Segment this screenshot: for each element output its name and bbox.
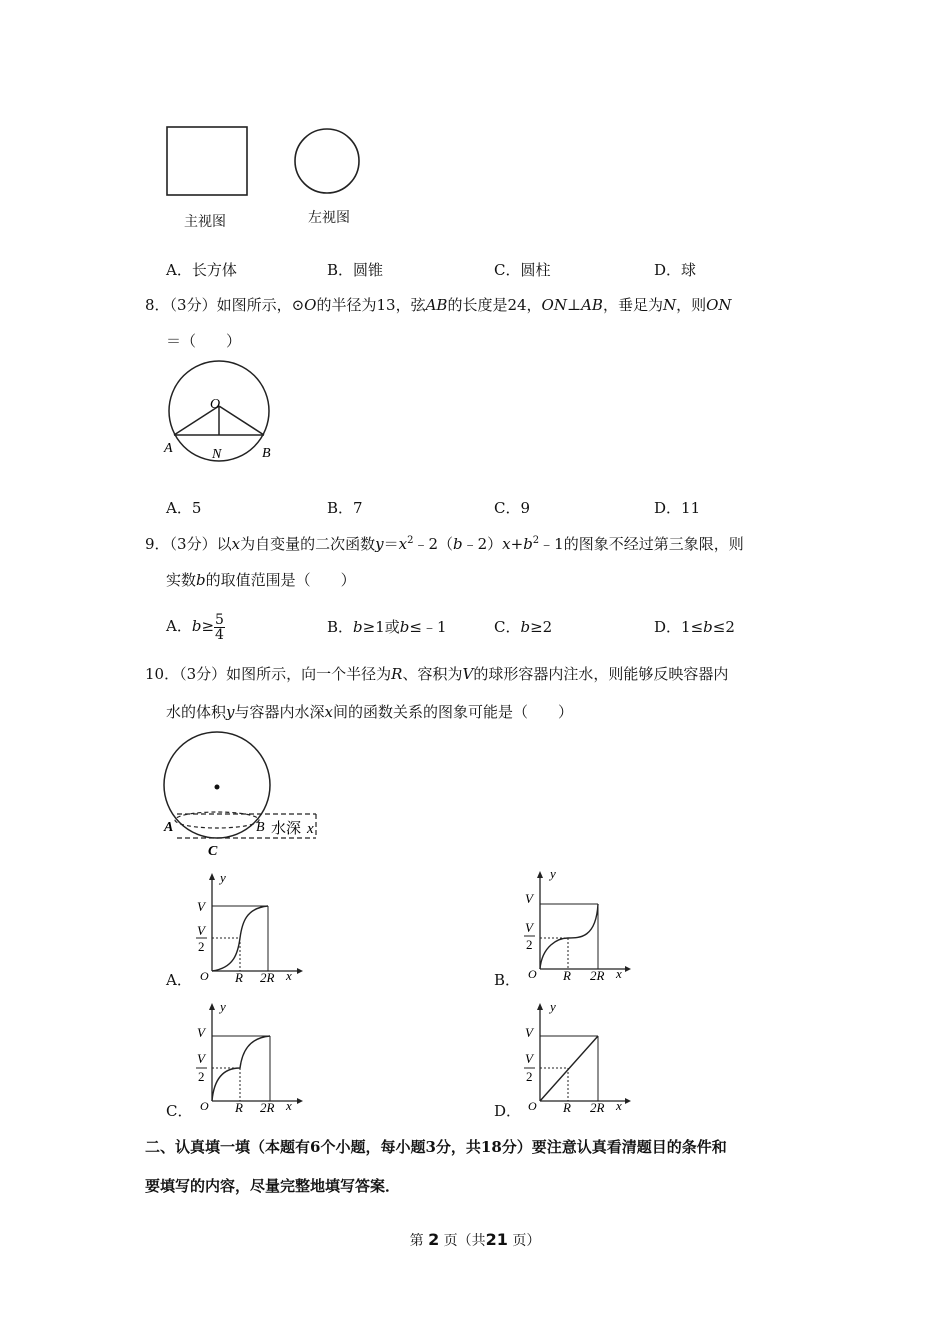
svg-text:V: V	[197, 923, 205, 938]
q10-graph-c	[190, 998, 305, 1118]
q10-graph-b	[518, 866, 633, 986]
sphere-label-a: A	[164, 820, 174, 835]
svg-text:R: R	[235, 970, 243, 985]
depth-label: 水深	[271, 821, 302, 837]
q9-option-b: B．b≥1或b≤﹣1	[327, 618, 447, 636]
svg-text:V: V	[525, 920, 533, 935]
depth-var-x: x	[307, 821, 314, 837]
left-view-label: 左视图	[308, 210, 350, 226]
label-b: B	[262, 446, 271, 461]
svg-text:V: V	[525, 1025, 533, 1040]
svg-text:V: V	[525, 891, 533, 906]
front-view-label: 主视图	[184, 214, 226, 230]
q8-circle-figure	[160, 360, 280, 465]
front-view-square	[167, 127, 247, 195]
label-o: O	[210, 397, 221, 412]
q10-stem: 10．（3分）如图所示，向一个半径为R、容积为V的球形容器内注水，则能够反映容器内	[145, 665, 729, 683]
svg-text:y: y	[220, 999, 226, 1014]
q10-stem-line2: 水的体积y与容器内水深x间的函数关系的图象可能是（ ）	[166, 703, 573, 721]
svg-text:2: 2	[198, 1069, 205, 1084]
sphere-center-dot	[215, 785, 220, 790]
q10-option-c: C．	[166, 1102, 193, 1120]
q9-stem-line2: 实数b的取值范围是（ ）	[166, 571, 356, 589]
svg-text:V: V	[197, 1051, 205, 1066]
radius-ob	[219, 406, 264, 435]
svg-text:2R: 2R	[590, 968, 605, 983]
q8-option-d: D．11	[654, 499, 701, 517]
label-a: A	[164, 441, 173, 456]
q10-sphere-figure	[160, 730, 330, 860]
q9-option-a: A．b≥ $\frac{5}{4}$	[166, 611, 224, 643]
left-view-circle	[295, 129, 359, 193]
section2-heading: 二、认真填一填（本题有6个小题，每小题3分，共18分）要注意认真看清题目的条件和	[145, 1138, 727, 1156]
sphere-label-b: B	[256, 820, 265, 835]
svg-text:2R: 2R	[260, 970, 275, 985]
q8-stem: 8．（3分）如图所示，⊙O的半径为13，弦AB的长度是24，ON⊥AB，垂足为N，则ON	[145, 296, 732, 314]
svg-text:V: V	[197, 1025, 205, 1040]
q9-option-d: D．1≤b≤2	[654, 618, 735, 636]
q10-graph-d	[518, 998, 633, 1118]
svg-text:V: V	[197, 899, 205, 914]
q7-option-a: A．长方体	[166, 261, 237, 279]
svg-text:O: O	[200, 1099, 209, 1113]
svg-text:2R: 2R	[260, 1100, 275, 1115]
svg-text:2: 2	[198, 939, 205, 954]
svg-text:x: x	[286, 968, 292, 983]
svg-text:R: R	[235, 1100, 243, 1115]
svg-text:x: x	[616, 1098, 622, 1113]
svg-text:y: y	[220, 870, 226, 885]
svg-text:R: R	[563, 1100, 571, 1115]
q10-option-a: A．	[166, 971, 192, 989]
svg-text:O: O	[200, 969, 209, 983]
q8-option-c: C．9	[494, 499, 531, 517]
svg-text:O: O	[528, 1099, 537, 1113]
svg-text:R: R	[563, 968, 571, 983]
svg-text:O: O	[528, 967, 537, 981]
svg-text:2R: 2R	[590, 1100, 605, 1115]
label-n: N	[212, 447, 222, 462]
q7-option-b: B．圆锥	[327, 261, 384, 279]
svg-text:x: x	[286, 1098, 292, 1113]
svg-text:2: 2	[526, 937, 533, 952]
q8-option-a: A．5	[166, 499, 202, 517]
svg-text:V: V	[525, 1051, 533, 1066]
q8-option-b: B．7	[327, 499, 363, 517]
svg-text:x: x	[616, 966, 622, 981]
q9-option-c: C．b≥2	[494, 618, 553, 636]
q10-option-d: D．	[494, 1102, 522, 1120]
q10-option-b: B．	[494, 971, 521, 989]
svg-text:y: y	[550, 866, 556, 881]
page-footer: 第 2 页（共21 页）	[409, 1230, 541, 1249]
section2-heading-line2: 要填写的内容，尽量完整地填写答案．	[145, 1177, 401, 1195]
svg-text:y: y	[550, 999, 556, 1014]
q7-view-figure	[160, 120, 380, 205]
q9-stem: 9．（3分）以x为自变量的二次函数$y=x^2﹣2(b﹣2)x+b^2﹣1$的图象不经过第三象限，则	[145, 535, 744, 553]
q10-graph-a	[190, 868, 305, 988]
sphere-label-c: C	[208, 844, 218, 859]
q8-stem-line2: ＝（ ）	[166, 332, 242, 350]
svg-text:2: 2	[526, 1069, 533, 1084]
q7-option-c: C．圆柱	[494, 261, 551, 279]
q7-option-d: D．球	[654, 261, 697, 279]
